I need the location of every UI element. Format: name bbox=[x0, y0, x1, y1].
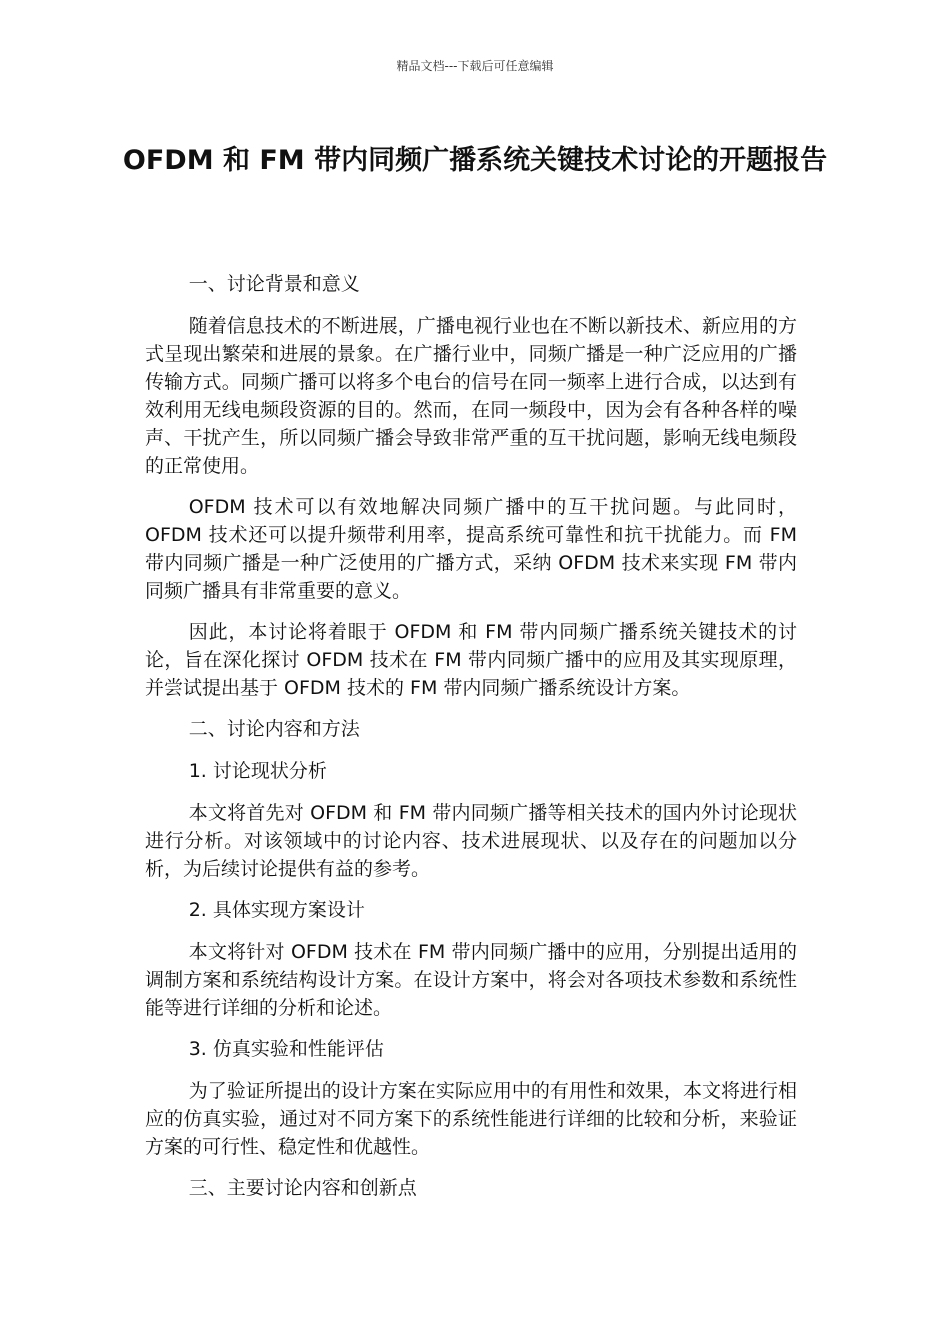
paragraph-simulation-evaluation: 为了验证所提出的设计方案在实际应用中的有用性和效果，本文将进行相应的仿真实验，通过对不同方案下的系统性能进行详细的比较和分析，来验证方案的可行性、稳定性和优越性。 bbox=[145, 1080, 797, 1158]
section-heading-content-methods: 二、讨论内容和方法 bbox=[188, 718, 360, 740]
paragraph-status-analysis: 本文将首先对 OFDM 和 FM 带内同频广播等相关技术的国内外讨论现状进行分析。对该领域中的讨论内容、技术进展现状、以及存在的问题加以分析，为后续讨论提供有益的参考。 bbox=[145, 802, 797, 880]
document-body bbox=[145, 270, 797, 1216]
paragraph-implementation-design: 本文将针对 OFDM 技术在 FM 带内同频广播中的应用，分别提出适用的调制方案和系统结构设计方案。在设计方案中，将会对各项技术参数和系统性能等进行详细的分析和论述。 bbox=[145, 941, 797, 1019]
page-header: 精品文档---下载后可任意编辑 bbox=[396, 59, 554, 73]
document-title: OFDM 和 FM 带内同频广播系统关键技术讨论的开题报告 bbox=[122, 145, 828, 176]
section-heading-background: 一、讨论背景和意义 bbox=[188, 273, 360, 295]
subheading-implementation-design: 2. 具体实现方案设计 bbox=[188, 899, 365, 921]
subheading-status-analysis: 1. 讨论现状分析 bbox=[188, 760, 327, 782]
paragraph-background-2: OFDM 技术可以有效地解决同频广播中的互干扰问题。与此同时，OFDM 技术还可以提升频带利用率，提高系统可靠性和抗干扰能力。而 FM 带内同频广播是一种广泛使用的广播方式，采纳 OFDM 技术来实现 FM 带内同频广播具有非常重要的意义。 bbox=[145, 496, 797, 602]
section-heading-main-content-innovation: 三、主要讨论内容和创新点 bbox=[188, 1177, 417, 1199]
paragraph-background-1: 随着信息技术的不断进展，广播电视行业也在不断以新技术、新应用的方式呈现出繁荣和进展的景象。在广播行业中，同频广播是一种广泛应用的广播传输方式。同频广播可以将多个电台的信号在同一频率上进行合成，以达到有效利用无线电频段资源的目的。然而，在同一频段中，因为会有各种各样的噪声、干扰产生，所以同频广播会导致非常严重的互干扰问题，影响无线电频段的正常使用。 bbox=[145, 315, 797, 477]
paragraph-background-3: 因此，本讨论将着眼于 OFDM 和 FM 带内同频广播系统关键技术的讨论，旨在深化探讨 OFDM 技术在 FM 带内同频广播中的应用及其实现原理，并尝试提出基于 OFDM 技术的 FM 带内同频广播系统设计方案。 bbox=[145, 621, 797, 699]
subheading-simulation-evaluation: 3. 仿真实验和性能评估 bbox=[188, 1038, 384, 1060]
